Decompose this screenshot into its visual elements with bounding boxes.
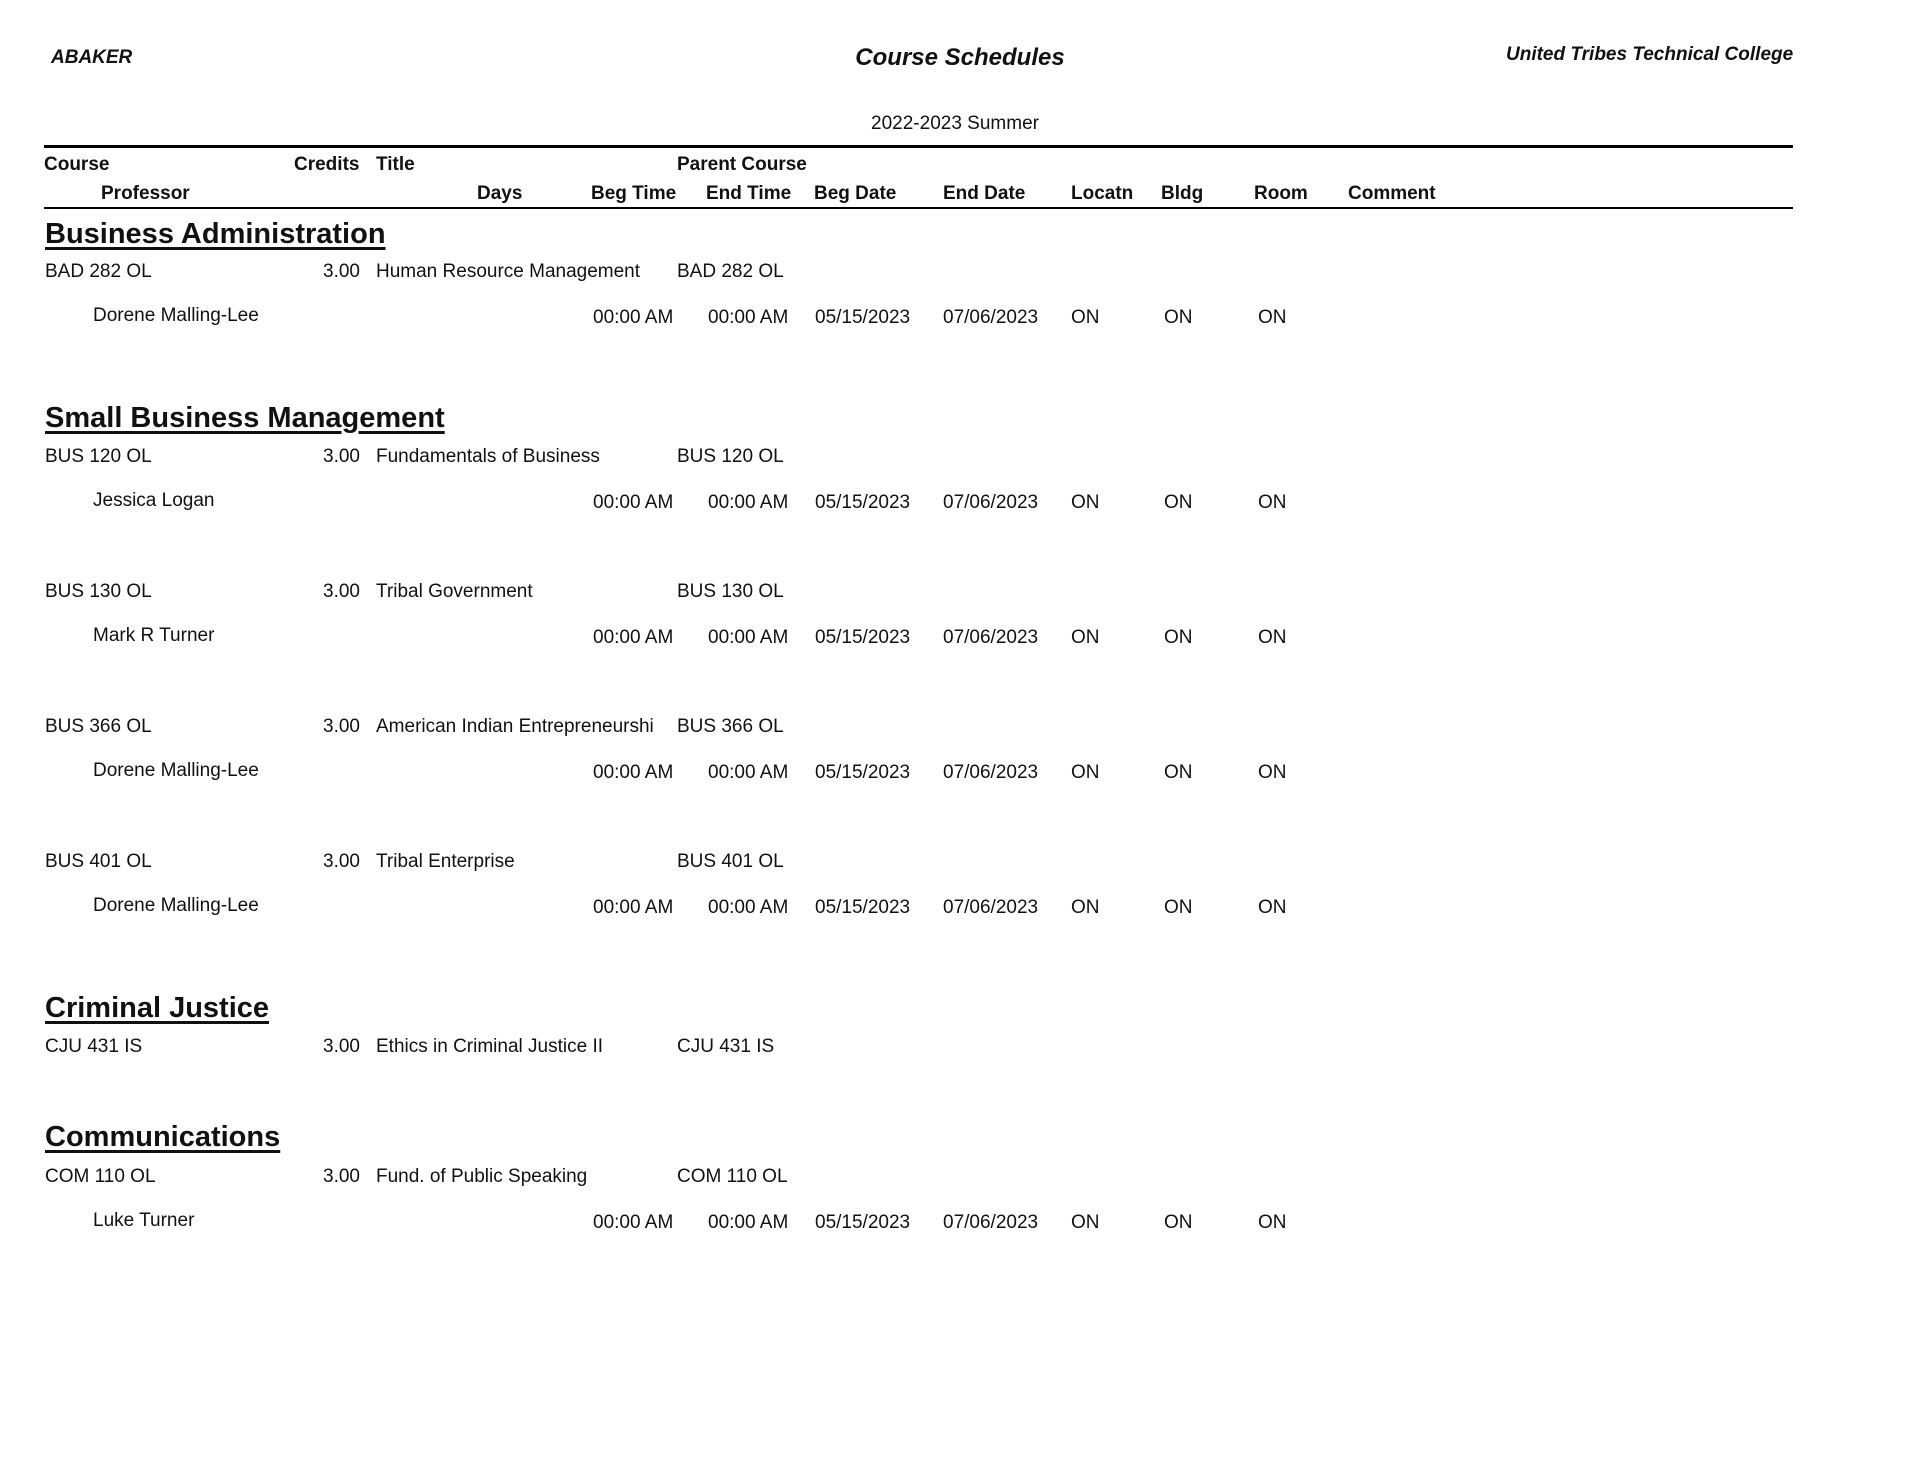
building: ON: [1164, 627, 1193, 648]
end-time: 00:00 AM: [708, 1212, 789, 1233]
professor-name: Mark R Turner: [93, 625, 215, 646]
col-end-date: End Date: [943, 183, 1026, 204]
col-parent-course: Parent Course: [677, 154, 807, 175]
course-title: Human Resource Management: [376, 261, 641, 282]
end-time: 00:00 AM: [708, 492, 789, 513]
location: ON: [1071, 627, 1100, 648]
parent-course: COM 110 OL: [677, 1166, 788, 1187]
end-date: 07/06/2023: [943, 307, 1039, 328]
parent-course: CJU 431 IS: [677, 1036, 775, 1057]
location: ON: [1071, 1212, 1100, 1233]
professor-name: Dorene Malling-Lee: [93, 305, 259, 326]
building: ON: [1164, 762, 1193, 783]
location: ON: [1071, 492, 1100, 513]
course-code: BUS 120 OL: [45, 446, 152, 467]
col-title: Title: [376, 154, 415, 175]
course-credits: 3.00: [323, 261, 360, 282]
course-code: BUS 401 OL: [45, 851, 152, 872]
col-comment: Comment: [1348, 183, 1436, 204]
parent-course: BUS 130 OL: [677, 581, 784, 602]
section-heading: Criminal Justice: [45, 992, 270, 1024]
col-days: Days: [477, 183, 523, 204]
begin-date: 05/15/2023: [815, 897, 911, 918]
parent-course: BUS 401 OL: [677, 851, 784, 872]
begin-time: 00:00 AM: [593, 492, 674, 513]
professor-name: Jessica Logan: [93, 490, 215, 511]
begin-date: 05/15/2023: [815, 1212, 911, 1233]
building: ON: [1164, 307, 1193, 328]
report-user: ABAKER: [51, 47, 133, 68]
col-beg-time: Beg Time: [591, 183, 677, 204]
room: ON: [1258, 492, 1287, 513]
end-time: 00:00 AM: [708, 762, 789, 783]
header-rule-top: [44, 145, 1793, 148]
report-title: Course Schedules: [855, 44, 1065, 71]
col-credits: Credits: [294, 154, 360, 175]
course-credits: 3.00: [323, 716, 360, 737]
course-credits: 3.00: [323, 851, 360, 872]
professor-name: Dorene Malling-Lee: [93, 760, 259, 781]
building: ON: [1164, 897, 1193, 918]
section-heading: Communications: [45, 1121, 281, 1153]
end-date: 07/06/2023: [943, 627, 1039, 648]
building: ON: [1164, 492, 1193, 513]
institution-name: United Tribes Technical College: [1506, 44, 1794, 65]
course-credits: 3.00: [323, 1166, 360, 1187]
course-credits: 3.00: [323, 446, 360, 467]
room: ON: [1258, 1212, 1287, 1233]
parent-course: BUS 366 OL: [677, 716, 784, 737]
course-credits: 3.00: [323, 581, 360, 602]
location: ON: [1071, 307, 1100, 328]
end-time: 00:00 AM: [708, 627, 789, 648]
course-title: Ethics in Criminal Justice II: [376, 1036, 604, 1057]
end-date: 07/06/2023: [943, 762, 1039, 783]
room: ON: [1258, 307, 1287, 328]
col-course: Course: [44, 154, 110, 175]
room: ON: [1258, 627, 1287, 648]
end-date: 07/06/2023: [943, 492, 1039, 513]
course-code: BUS 366 OL: [45, 716, 152, 737]
end-date: 07/06/2023: [943, 1212, 1039, 1233]
header-rule-bottom: [44, 207, 1793, 209]
col-end-time: End Time: [706, 183, 792, 204]
section-heading: Small Business Management: [45, 402, 445, 434]
professor-name: Dorene Malling-Lee: [93, 895, 259, 916]
begin-time: 00:00 AM: [593, 897, 674, 918]
course-code: BUS 130 OL: [45, 581, 152, 602]
begin-date: 05/15/2023: [815, 307, 911, 328]
room: ON: [1258, 897, 1287, 918]
begin-date: 05/15/2023: [815, 492, 911, 513]
course-code: BAD 282 OL: [45, 261, 152, 282]
col-beg-date: Beg Date: [814, 183, 897, 204]
course-code: COM 110 OL: [45, 1166, 156, 1187]
course-title: Tribal Enterprise: [376, 851, 515, 872]
section-heading: Business Administration: [45, 218, 386, 250]
col-building: Bldg: [1161, 183, 1204, 204]
begin-time: 00:00 AM: [593, 762, 674, 783]
course-title: American Indian Entrepreneurshi: [376, 716, 654, 737]
col-location: Locatn: [1071, 183, 1134, 204]
building: ON: [1164, 1212, 1193, 1233]
course-title: Fundamentals of Business: [376, 446, 600, 467]
course-title: Tribal Government: [376, 581, 533, 602]
course-code: CJU 431 IS: [45, 1036, 143, 1057]
begin-time: 00:00 AM: [593, 627, 674, 648]
parent-course: BUS 120 OL: [677, 446, 784, 467]
end-time: 00:00 AM: [708, 897, 789, 918]
end-date: 07/06/2023: [943, 897, 1039, 918]
begin-time: 00:00 AM: [593, 1212, 674, 1233]
location: ON: [1071, 897, 1100, 918]
room: ON: [1258, 762, 1287, 783]
parent-course: BAD 282 OL: [677, 261, 784, 282]
begin-date: 05/15/2023: [815, 762, 911, 783]
end-time: 00:00 AM: [708, 307, 789, 328]
begin-time: 00:00 AM: [593, 307, 674, 328]
course-title: Fund. of Public Speaking: [376, 1166, 588, 1187]
professor-name: Luke Turner: [93, 1210, 195, 1231]
course-credits: 3.00: [323, 1036, 360, 1057]
term-label: 2022-2023 Summer: [871, 113, 1039, 134]
col-professor: Professor: [101, 183, 190, 204]
col-room: Room: [1254, 183, 1308, 204]
location: ON: [1071, 762, 1100, 783]
begin-date: 05/15/2023: [815, 627, 911, 648]
